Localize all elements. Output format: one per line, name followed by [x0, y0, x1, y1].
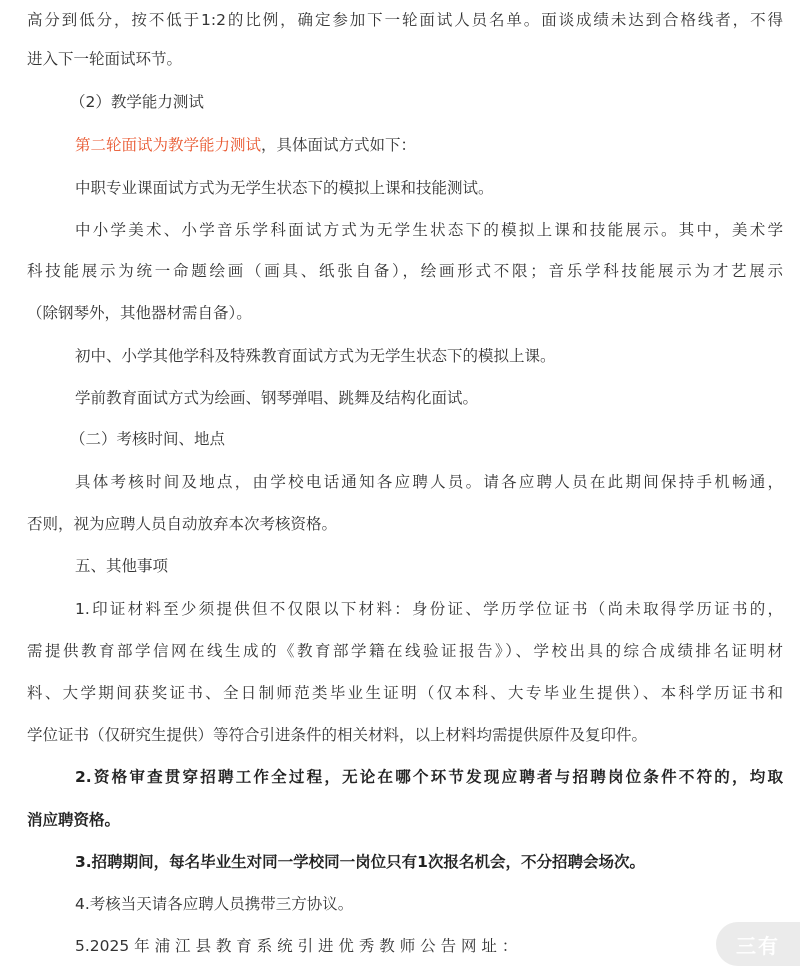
paragraph-line: 2.资格审查贯穿招聘工作全过程，无论在哪个环节发现应聘者与招聘岗位条件不符的，均取 — [75, 768, 783, 786]
paragraph-text: ，具体面试方式如下： — [261, 136, 417, 154]
paragraph — [75, 124, 783, 167]
paragraph-line: 学位证书（仅研究生提供）等符合引进条件的相关材料，以上材料均需提供原件及复印件。 — [27, 726, 648, 744]
paragraph-line: 1.印证材料至少须提供但不仅限以下材料：身份证、学历学位证书（尚未取得学历证书的， — [75, 600, 783, 618]
subsection-heading: （2）教学能力测试 — [70, 93, 204, 111]
paragraph: 初中、小学其他学科及特殊教育面试方式为无学生状态下的模拟上课。 — [75, 347, 556, 365]
paragraph-line: 高分到低分，按不低于1:2的比例，确定参加下一轮面试人员名单。面谈成绩未达到合格线者，不得 — [27, 11, 783, 29]
paragraph-line: （除钢琴外，其他器材需自备）。 — [27, 304, 252, 322]
paragraph-line: 具体考核时间及地点，由学校电话通知各应聘人员。请各应聘人员在此期间保持手机畅通， — [75, 473, 783, 491]
section-heading: （二）考核时间、地点 — [70, 430, 226, 448]
paragraph-line: 进入下一轮面试环节。 — [27, 50, 183, 68]
paragraph: 3.招聘期间，每名毕业生对同一学校同一岗位只有1次报名机会，不分招聘会场次。 — [75, 853, 645, 871]
floating-action-button[interactable] — [716, 922, 800, 966]
paragraph: 学前教育面试方式为绘画、钢琴弹唱、跳舞及结构化面试。 — [75, 389, 479, 407]
paragraph-line: 科技能展示为统一命题绘画（画具、纸张自备），绘画形式不限；音乐学科技能展示为才艺展示 — [27, 262, 783, 280]
highlight-text: 第二轮面试为教学能力测试 — [75, 136, 262, 154]
paragraph: 中职专业课面试方式为无学生状态下的模拟上课和技能测试。 — [75, 179, 494, 197]
paragraph-line: 中小学美术、小学音乐学科面试方式为无学生状态下的模拟上课和技能展示。其中，美术学 — [75, 221, 783, 239]
fab-label: 三有 — [736, 933, 780, 958]
section-heading: 五、其他事项 — [75, 557, 169, 575]
paragraph-line: 料、大学期间获奖证书、全日制师范类毕业生证明（仅本科、大专毕业生提供）、本科学历证书和 — [27, 684, 783, 702]
paragraph-line: 需提供教育部学信网在线生成的《教育部学籍在线验证报告》）、学校出具的综合成绩排名证明材 — [27, 642, 783, 660]
paragraph: 4.考核当天请各应聘人员携带三方协议。 — [75, 895, 354, 913]
paragraph: 5.2025 年 浦 江 县 教 育 系 统 引 进 优 秀 教 师 公 告 网 址 ： — [75, 937, 518, 955]
paragraph-line: 否则，视为应聘人员自动放弃本次考核资格。 — [27, 515, 338, 533]
paragraph-line: 消应聘资格。 — [27, 811, 121, 829]
